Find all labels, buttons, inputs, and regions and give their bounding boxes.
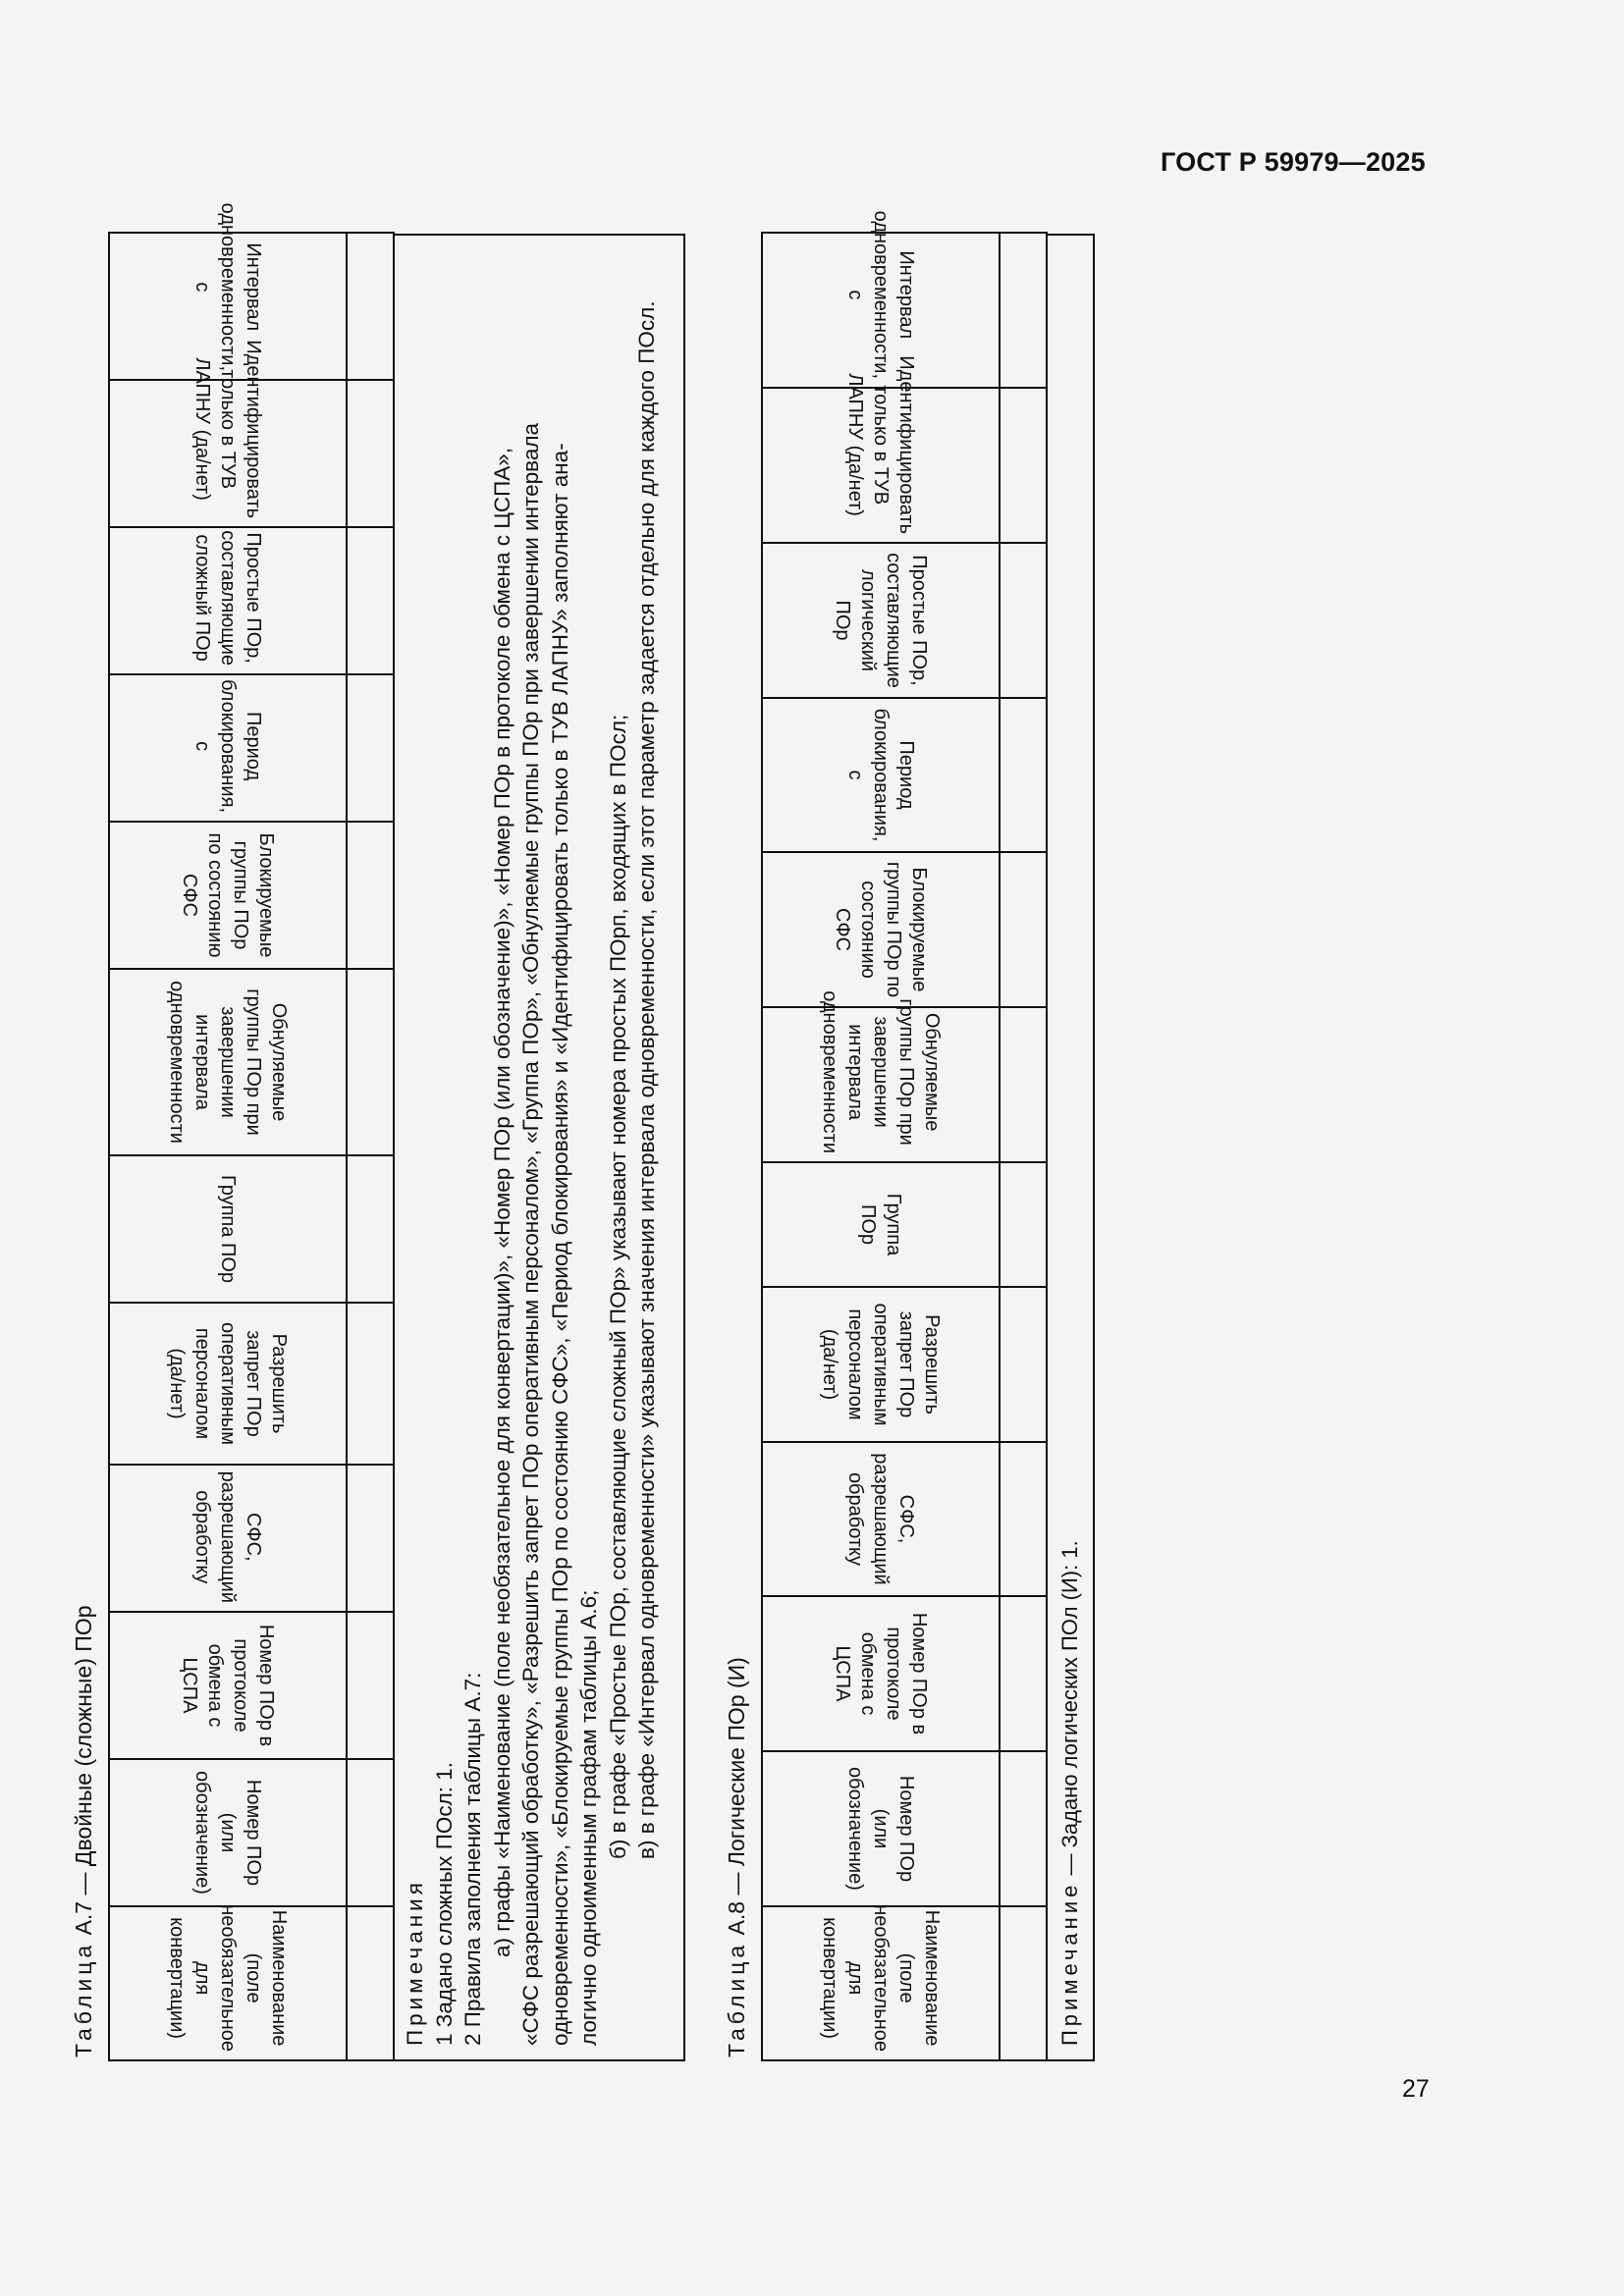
column-header: [109, 1612, 347, 1759]
column-header-label: Простые ПОр, составляющие логический ПОр: [832, 553, 930, 688]
column-header-label: Простые ПОр, составляющие сложный ПОр: [191, 530, 264, 667]
empty-cell: [347, 1465, 394, 1612]
column-header: [109, 969, 347, 1155]
column-header-label: Обнуляемые группы ПОр при завершении интервала одновременности: [166, 981, 290, 1144]
empty-cell: [1000, 1162, 1047, 1287]
empty-cell: [1000, 852, 1047, 1007]
empty-cell: [1000, 1287, 1047, 1442]
column-header: [762, 1596, 1000, 1751]
empty-cell: [347, 969, 394, 1155]
table-a8-empty-row: [1000, 233, 1047, 2060]
empty-cell: [1000, 1751, 1047, 1906]
table-a8: [761, 210, 1048, 2061]
table-a8-caption-label: Таблица: [724, 1941, 749, 2057]
column-header: [109, 340, 347, 527]
column-header: [109, 674, 347, 822]
note-line: в) в графе «Интервал одновременности» указывают значения интервала одновременности, если этот параметр задается отдельно для каждого ПОсл.: [634, 300, 659, 1859]
column-header-label: Период блокирования, с: [191, 679, 264, 813]
table-a8-note: [1048, 234, 1095, 2061]
empty-cell: [1000, 1007, 1047, 1162]
column-header: [762, 1442, 1000, 1596]
column-header-label: Обнуляемые группы ПОр при завершении интервала одновременности: [819, 990, 943, 1153]
column-header: [762, 990, 1000, 1162]
table-a8-note-label: Примечание: [1057, 1881, 1082, 2046]
empty-cell: [1000, 543, 1047, 698]
table-a7-empty-row: [347, 233, 394, 2060]
column-header-label: Разрешить запрет ПОр оперативным персоналом (да/нет): [166, 1321, 290, 1445]
table-a7-caption: [71, 1605, 97, 2057]
column-header-label: Номер ПОр в протоколе обмена с ЦСПА: [832, 1612, 930, 1735]
column-header-label: Период блокирования, с: [844, 708, 917, 842]
column-header: [109, 1465, 347, 1612]
empty-cell: [347, 1906, 394, 2060]
note-line: б) в графе «Простые ПОр, составляющие сложный ПОр» указывают номера простых ПОрп, входящих в ПОсл;: [605, 714, 630, 1859]
empty-cell: [347, 1155, 394, 1303]
column-header-label: Номер ПОр (или обозначение): [191, 1771, 264, 1895]
document-header: ГОСТ Р 59979—2025: [1161, 147, 1426, 177]
column-header: [762, 355, 1000, 543]
empty-cell: [347, 527, 394, 674]
note-line: одновременности», «Блокируемые группы ПОр по состоянию СФС», «Период блокирования» и «Идентифицировать только в ТУВ ЛАПНУ» заполняют ана-: [547, 443, 572, 2046]
empty-cell: [1000, 388, 1047, 543]
page-number: 27: [1402, 2075, 1430, 2103]
column-header-label: Наименование (поле необязательное для конвертации): [819, 1904, 943, 2052]
column-header-label: Номер ПОр (или обозначение): [844, 1767, 917, 1891]
table-a7-notes: [395, 234, 685, 2061]
table-a7-caption-text: А.7 — Двойные (сложные) ПОр: [71, 1605, 96, 1936]
column-header-label: Номер ПОр в протоколе обмена с ЦСПА: [179, 1624, 277, 1747]
empty-cell: [347, 674, 394, 822]
empty-cell: [347, 380, 394, 527]
column-header-label: Интервал одновременности, с: [844, 210, 917, 380]
empty-cell: [347, 233, 394, 380]
table-a7-notes-title: Примечания: [403, 1879, 427, 2046]
note-line: 2 Правила заполнения таблицы А.7:: [460, 1672, 485, 2046]
empty-cell: [347, 822, 394, 969]
column-header-label: Группа ПОр: [217, 1175, 239, 1283]
column-header-label: Интервал одновременности, с: [191, 202, 264, 372]
empty-cell: [1000, 233, 1047, 388]
empty-cell: [347, 1759, 394, 1906]
table-a8-note-text: — Задано логических ПОл (И): 1.: [1057, 1540, 1082, 1876]
table-a7-caption-label: Таблица: [71, 1941, 96, 2057]
column-header: [109, 202, 347, 380]
column-header-label: Разрешить запрет ПОр оперативным персоналом (да/нет): [819, 1303, 943, 1426]
column-header-label: Блокируемые группы ПОр по состоянию СФС: [179, 832, 277, 958]
note-line: «СФС разрешающий обработку», «Разрешить запрет ПОр оперативным персоналом», «Группа ПОр», «Обнуляемые группы ПОр при завершении интервала: [518, 423, 543, 2046]
note-line: логично одноименным графам таблицы А.6;: [576, 1589, 601, 2046]
empty-cell: [1000, 1442, 1047, 1596]
column-header-label: Наименование (поле необязательное для конвертации): [166, 1904, 290, 2052]
table-a8-header-row: [762, 233, 1000, 2060]
empty-cell: [347, 1612, 394, 1759]
table-a7: [108, 202, 395, 2061]
column-header-label: Группа ПОр: [857, 1193, 904, 1256]
table-a8-block: [724, 210, 1095, 2061]
column-header: [109, 1759, 347, 1906]
column-header-label: СФС, разрешающий обработку: [191, 1470, 264, 1604]
empty-cell: [347, 1303, 394, 1465]
column-header: [762, 1906, 1000, 2060]
column-header: [762, 210, 1000, 388]
column-header: [109, 527, 347, 674]
column-header: [109, 822, 347, 969]
empty-cell: [1000, 698, 1047, 852]
table-a7-block: [71, 202, 685, 2061]
column-header: [762, 1751, 1000, 1906]
column-header: [762, 698, 1000, 852]
empty-cell: [1000, 1906, 1047, 2060]
column-header: [109, 1906, 347, 2060]
column-header: [762, 1162, 1000, 1287]
table-a8-caption: [724, 1657, 750, 2057]
column-header-label: Блокируемые группы ПОр по состоянию СФС: [832, 861, 930, 998]
column-header: [762, 852, 1000, 1007]
column-header-label: СФС, разрешающий обработку: [844, 1453, 917, 1585]
empty-cell: [1000, 1596, 1047, 1751]
note-line: а) графы «Наименование (поле необязательное для конвертации)», «Номер ПОр (или обозначение)», «Номер ПОр в протоколе обмена с ЦСПА»,: [489, 447, 514, 1957]
column-header: [762, 543, 1000, 698]
column-header: [109, 1155, 347, 1303]
table-a7-header-row: [109, 233, 347, 2060]
column-header: [762, 1287, 1000, 1442]
column-header-label: Идентифицировать только в ТУВ ЛАПНУ (да/нет): [844, 355, 917, 534]
column-header: [109, 1303, 347, 1465]
column-header-label: Идентифицировать только в ТУВ ЛАПНУ (да/нет): [191, 340, 264, 518]
table-a8-caption-text: А.8 — Логические ПОр (И): [724, 1657, 749, 1936]
note-line: 1 Задано сложных ПОсл: 1.: [431, 1761, 457, 2046]
